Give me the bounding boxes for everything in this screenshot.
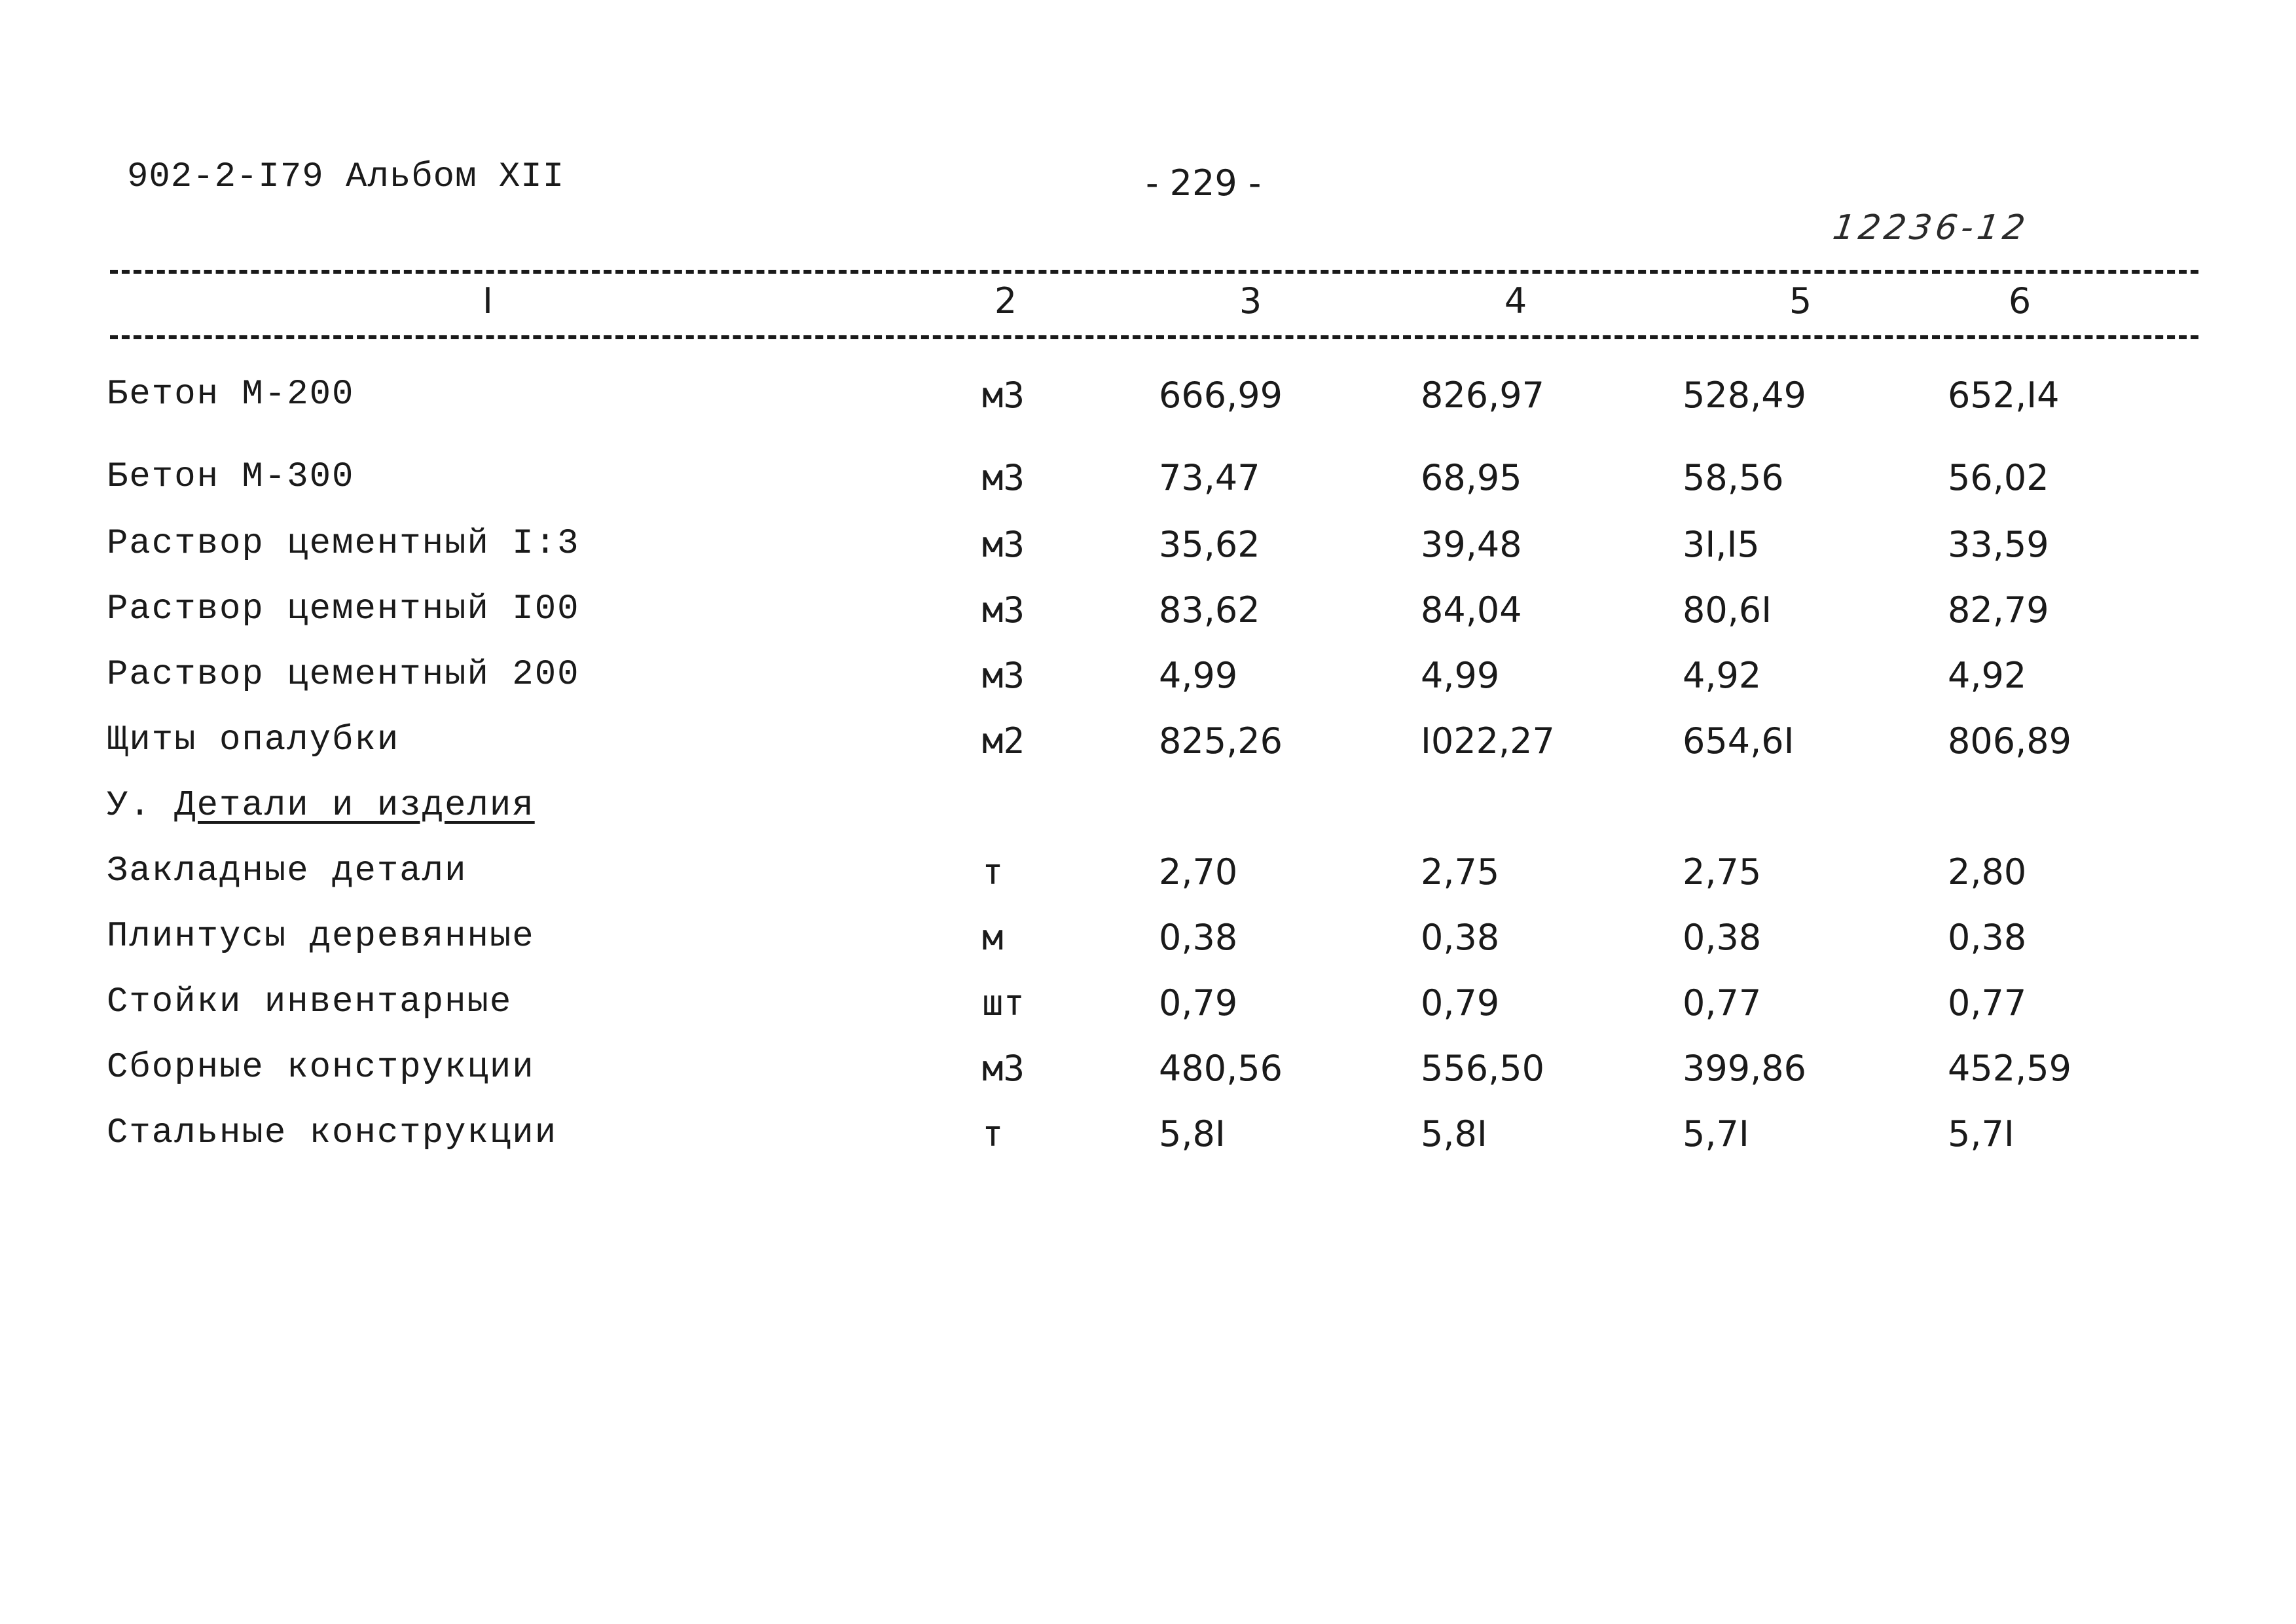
- column-header-2: 2: [994, 280, 1017, 322]
- value-col-4: 4,99: [1421, 655, 1500, 696]
- value-col-6: 82,79: [1948, 589, 2049, 631]
- material-name: Сборные конструкции: [107, 1048, 535, 1088]
- unit: т: [982, 1113, 1004, 1154]
- material-name: Бетон М-200: [107, 375, 355, 415]
- material-name: Бетон М-300: [107, 457, 355, 497]
- value-col-3: 5,8I: [1159, 1113, 1226, 1154]
- column-header-4: 4: [1504, 280, 1527, 322]
- section-number: У.: [107, 786, 152, 826]
- value-col-6: 0,38: [1948, 917, 2027, 958]
- value-col-3: 666,99: [1159, 375, 1283, 416]
- value-col-6: 5,7I: [1948, 1113, 2014, 1154]
- material-name: Щиты опалубки: [107, 720, 400, 760]
- value-col-3: 35,62: [1159, 524, 1260, 565]
- table-row: [0, 851, 2296, 910]
- table-row: [0, 524, 2296, 583]
- value-col-5: 0,77: [1683, 982, 1762, 1024]
- value-col-4: I022,27: [1421, 720, 1555, 762]
- table-row: [0, 917, 2296, 976]
- value-col-4: 5,8I: [1421, 1113, 1487, 1154]
- value-col-5: 2,75: [1683, 851, 1762, 893]
- handwritten-note: 12236-12: [1830, 208, 2032, 248]
- value-col-3: 480,56: [1159, 1048, 1283, 1089]
- value-col-3: 0,38: [1159, 917, 1238, 958]
- unit: м3: [982, 457, 1025, 498]
- unit: м2: [982, 720, 1025, 762]
- header-rule-bottom: [110, 335, 2198, 339]
- table-row: [0, 375, 2296, 434]
- value-col-3: 73,47: [1159, 457, 1260, 498]
- value-col-4: 84,04: [1421, 589, 1522, 631]
- table-row: [0, 720, 2296, 779]
- unit: т: [982, 851, 1004, 893]
- material-name: Плинтусы деревянные: [107, 917, 535, 957]
- value-col-3: 0,79: [1159, 982, 1238, 1024]
- unit: м: [982, 917, 1004, 958]
- value-col-3: 83,62: [1159, 589, 1260, 631]
- column-header-3: 3: [1239, 280, 1262, 322]
- value-col-3: 825,26: [1159, 720, 1283, 762]
- section-heading: [107, 786, 535, 826]
- section-title: Детали и изделия: [174, 786, 535, 826]
- value-col-4: 68,95: [1421, 457, 1522, 498]
- value-col-4: 2,75: [1421, 851, 1500, 893]
- value-col-4: 39,48: [1421, 524, 1522, 565]
- value-col-6: 0,77: [1948, 982, 2027, 1024]
- value-col-6: 2,80: [1948, 851, 2027, 893]
- unit: м3: [982, 1048, 1025, 1089]
- material-name: Раствор цементный 200: [107, 655, 580, 695]
- value-col-6: 452,59: [1948, 1048, 2071, 1089]
- value-col-5: 3I,I5: [1683, 524, 1760, 565]
- unit: м3: [982, 375, 1025, 416]
- value-col-5: 654,6I: [1683, 720, 1795, 762]
- column-header-5: 5: [1789, 280, 1812, 322]
- material-name: Раствор цементный I:3: [107, 524, 580, 564]
- value-col-5: 58,56: [1683, 457, 1784, 498]
- value-col-5: 0,38: [1683, 917, 1762, 958]
- value-col-6: 4,92: [1948, 655, 2027, 696]
- material-name: Закладные детали: [107, 851, 467, 891]
- value-col-5: 528,49: [1683, 375, 1806, 416]
- table-row: [0, 457, 2296, 516]
- value-col-6: 33,59: [1948, 524, 2049, 565]
- value-col-4: 826,97: [1421, 375, 1544, 416]
- value-col-6: 806,89: [1948, 720, 2071, 762]
- page-number: - 229 -: [1146, 162, 1262, 204]
- value-col-6: 652,I4: [1948, 375, 2060, 416]
- column-header-1: I: [483, 280, 493, 322]
- material-name: Стойки инвентарные: [107, 982, 513, 1022]
- unit: м3: [982, 524, 1025, 565]
- value-col-5: 4,92: [1683, 655, 1762, 696]
- value-col-5: 5,7I: [1683, 1113, 1749, 1154]
- value-col-3: 4,99: [1159, 655, 1238, 696]
- value-col-3: 2,70: [1159, 851, 1238, 893]
- table-row: [0, 589, 2296, 648]
- document-code: 902-2-I79 Альбом XII: [127, 157, 565, 197]
- material-name: Раствор цементный I00: [107, 589, 580, 629]
- material-name: Стальные конструкции: [107, 1113, 558, 1153]
- column-header-6: 6: [2008, 280, 2032, 322]
- table-row: [0, 1048, 2296, 1107]
- table-row: [0, 655, 2296, 714]
- header-rule-top: [110, 270, 2198, 274]
- value-col-4: 0,38: [1421, 917, 1500, 958]
- unit: м3: [982, 589, 1025, 631]
- value-col-6: 56,02: [1948, 457, 2049, 498]
- unit: шт: [982, 982, 1025, 1024]
- value-col-5: 80,6I: [1683, 589, 1772, 631]
- table-row: [0, 982, 2296, 1041]
- value-col-5: 399,86: [1683, 1048, 1806, 1089]
- unit: м3: [982, 655, 1025, 696]
- value-col-4: 556,50: [1421, 1048, 1544, 1089]
- value-col-4: 0,79: [1421, 982, 1500, 1024]
- table-row: [0, 1113, 2296, 1172]
